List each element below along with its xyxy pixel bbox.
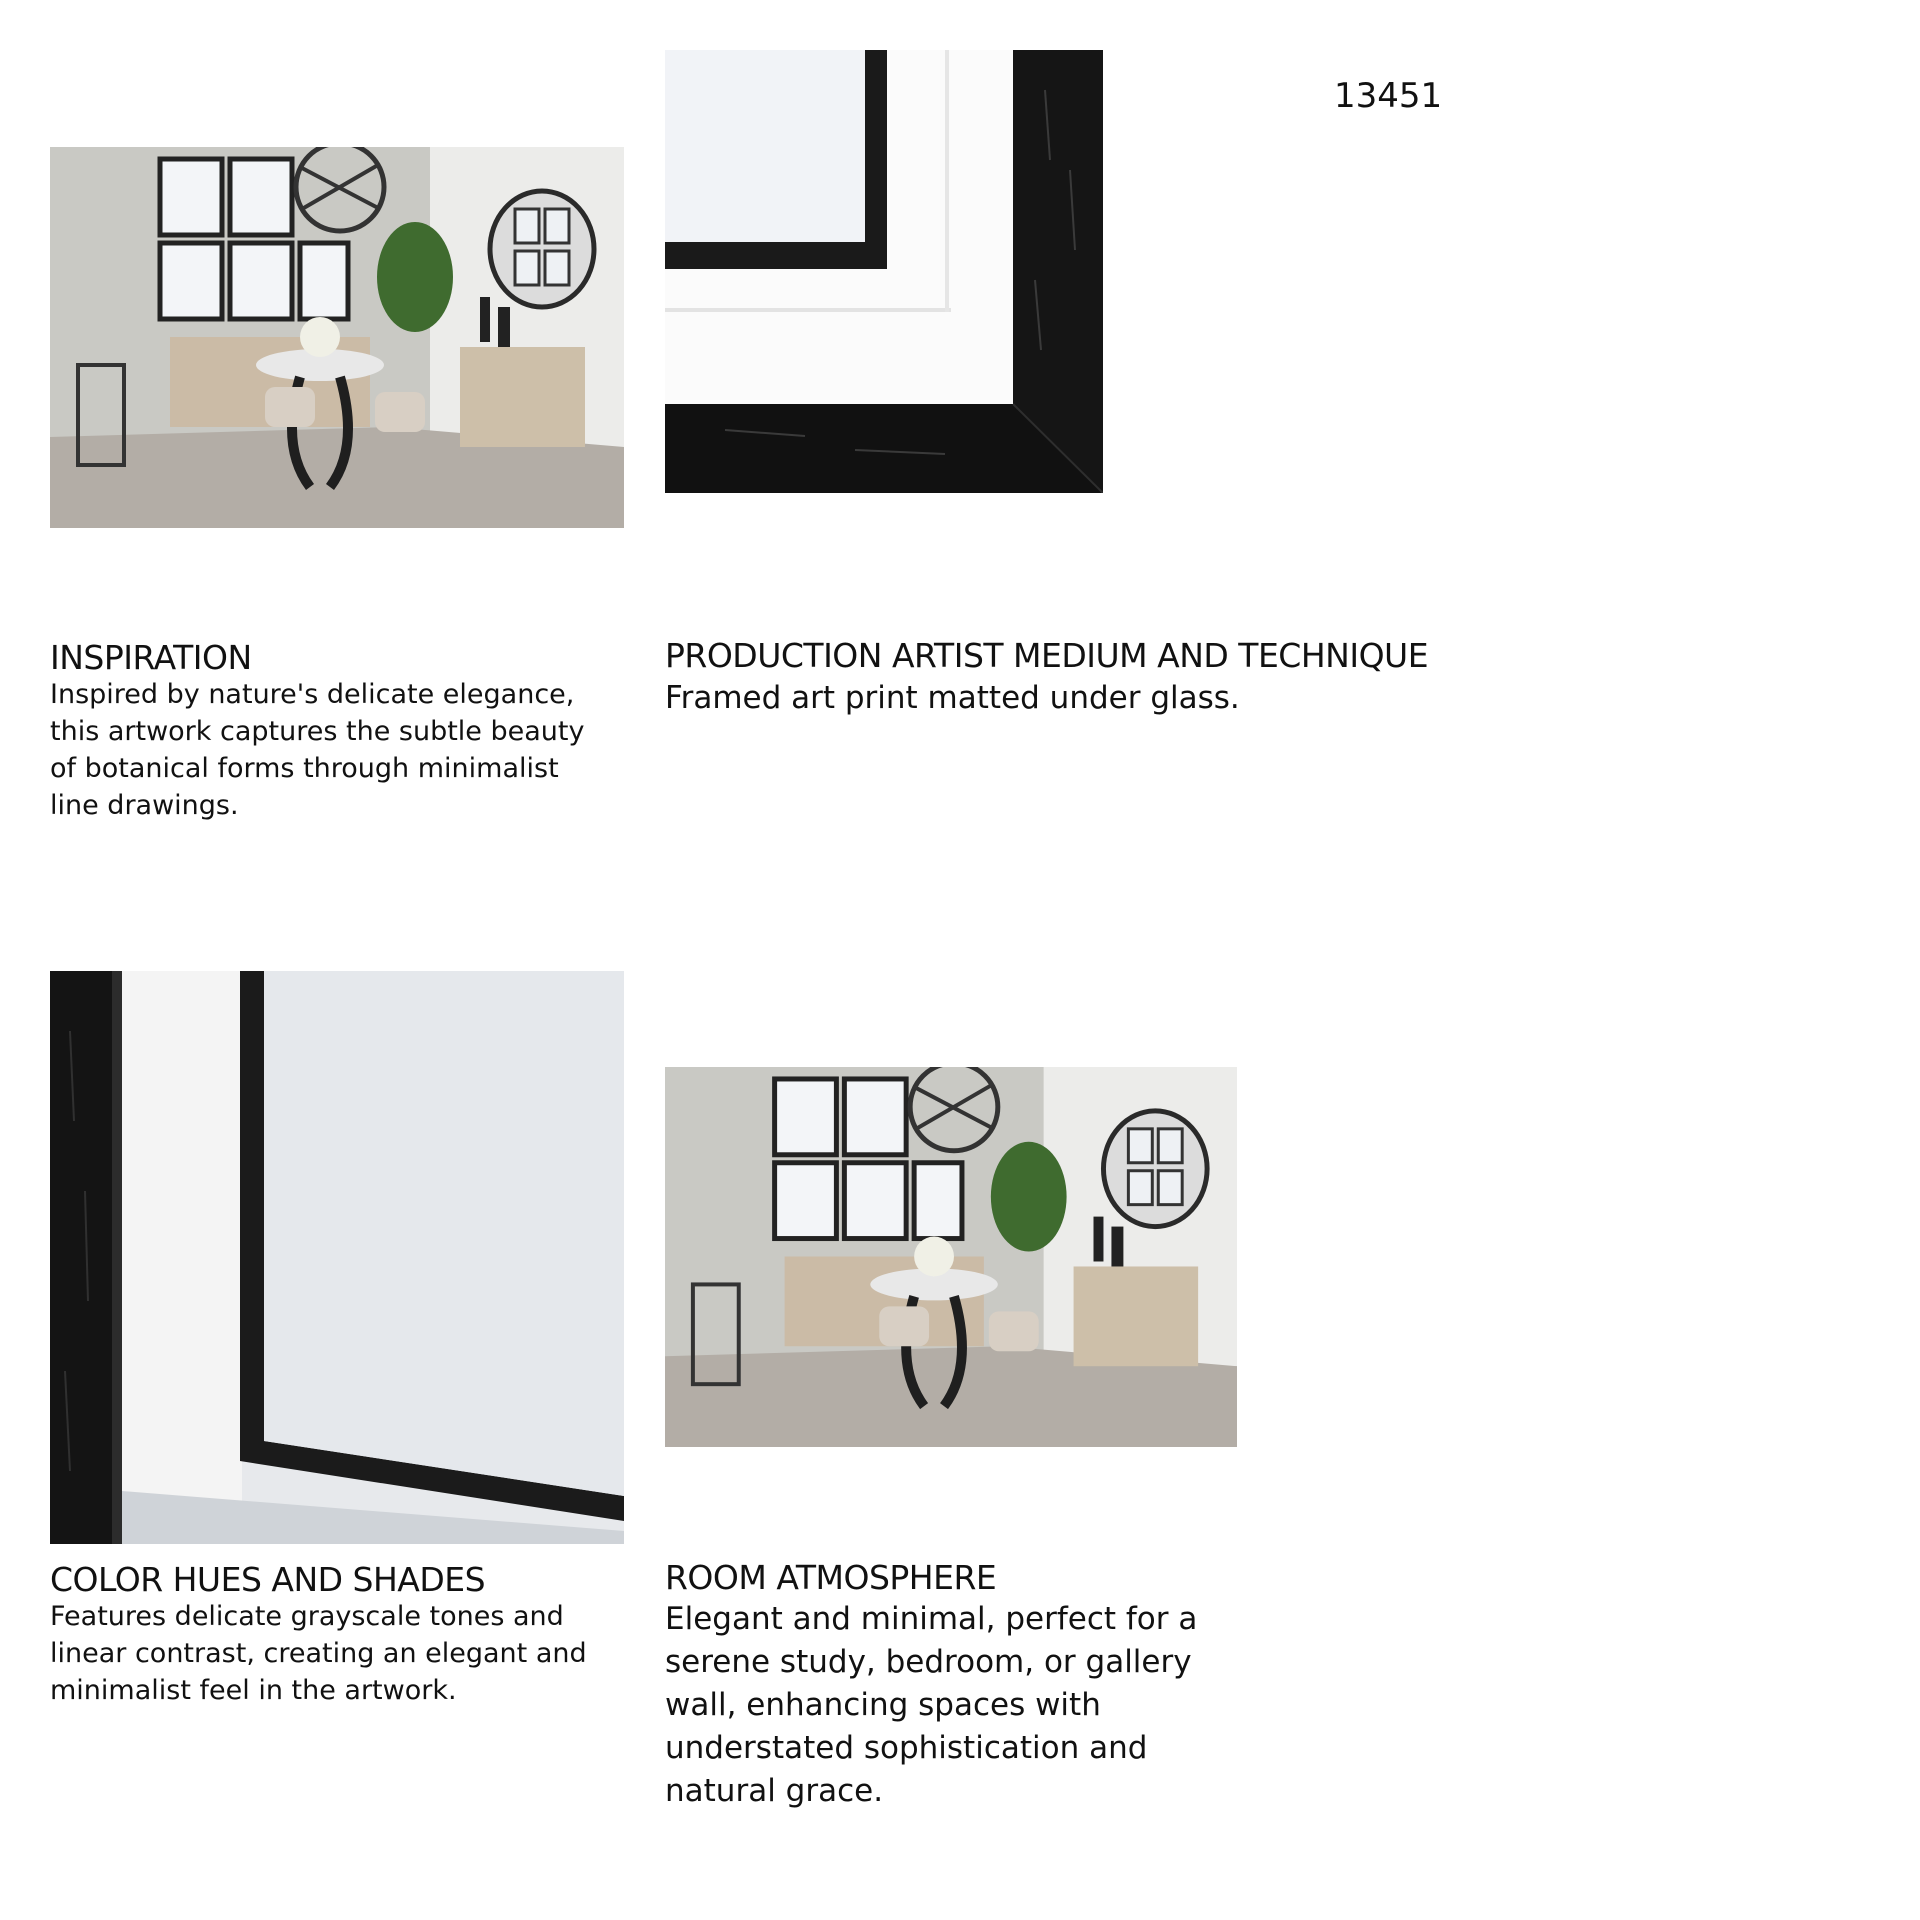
production-body: Framed art print matted under glass. xyxy=(665,680,1240,716)
color-body: Features delicate grayscale tones and linear contrast, creating an elegant and minimalist feel in the artwork. xyxy=(50,1601,587,1706)
product-code: 13451 xyxy=(1334,76,1443,116)
production-heading: PRODUCTION ARTIST MEDIUM AND TECHNIQUE xyxy=(665,636,1429,675)
room-photo-bottom xyxy=(665,1067,1237,1447)
frame-corner-photo xyxy=(665,50,1103,493)
matte-closeup-photo xyxy=(50,971,624,1544)
inspiration-body: Inspired by nature's delicate elegance, this artwork captures the subtle beauty of botanical forms through minimalist line drawings. xyxy=(50,679,585,821)
room-heading: ROOM ATMOSPHERE xyxy=(665,1558,997,1597)
room-photo-top xyxy=(50,147,624,528)
room-body: Elegant and minimal, perfect for a serene study, bedroom, or gallery wall, enhancing spaces with understated sophistication and natural grace. xyxy=(665,1601,1198,1809)
color-heading: COLOR HUES AND SHADES xyxy=(50,1560,486,1599)
inspiration-heading: INSPIRATION xyxy=(50,638,252,677)
